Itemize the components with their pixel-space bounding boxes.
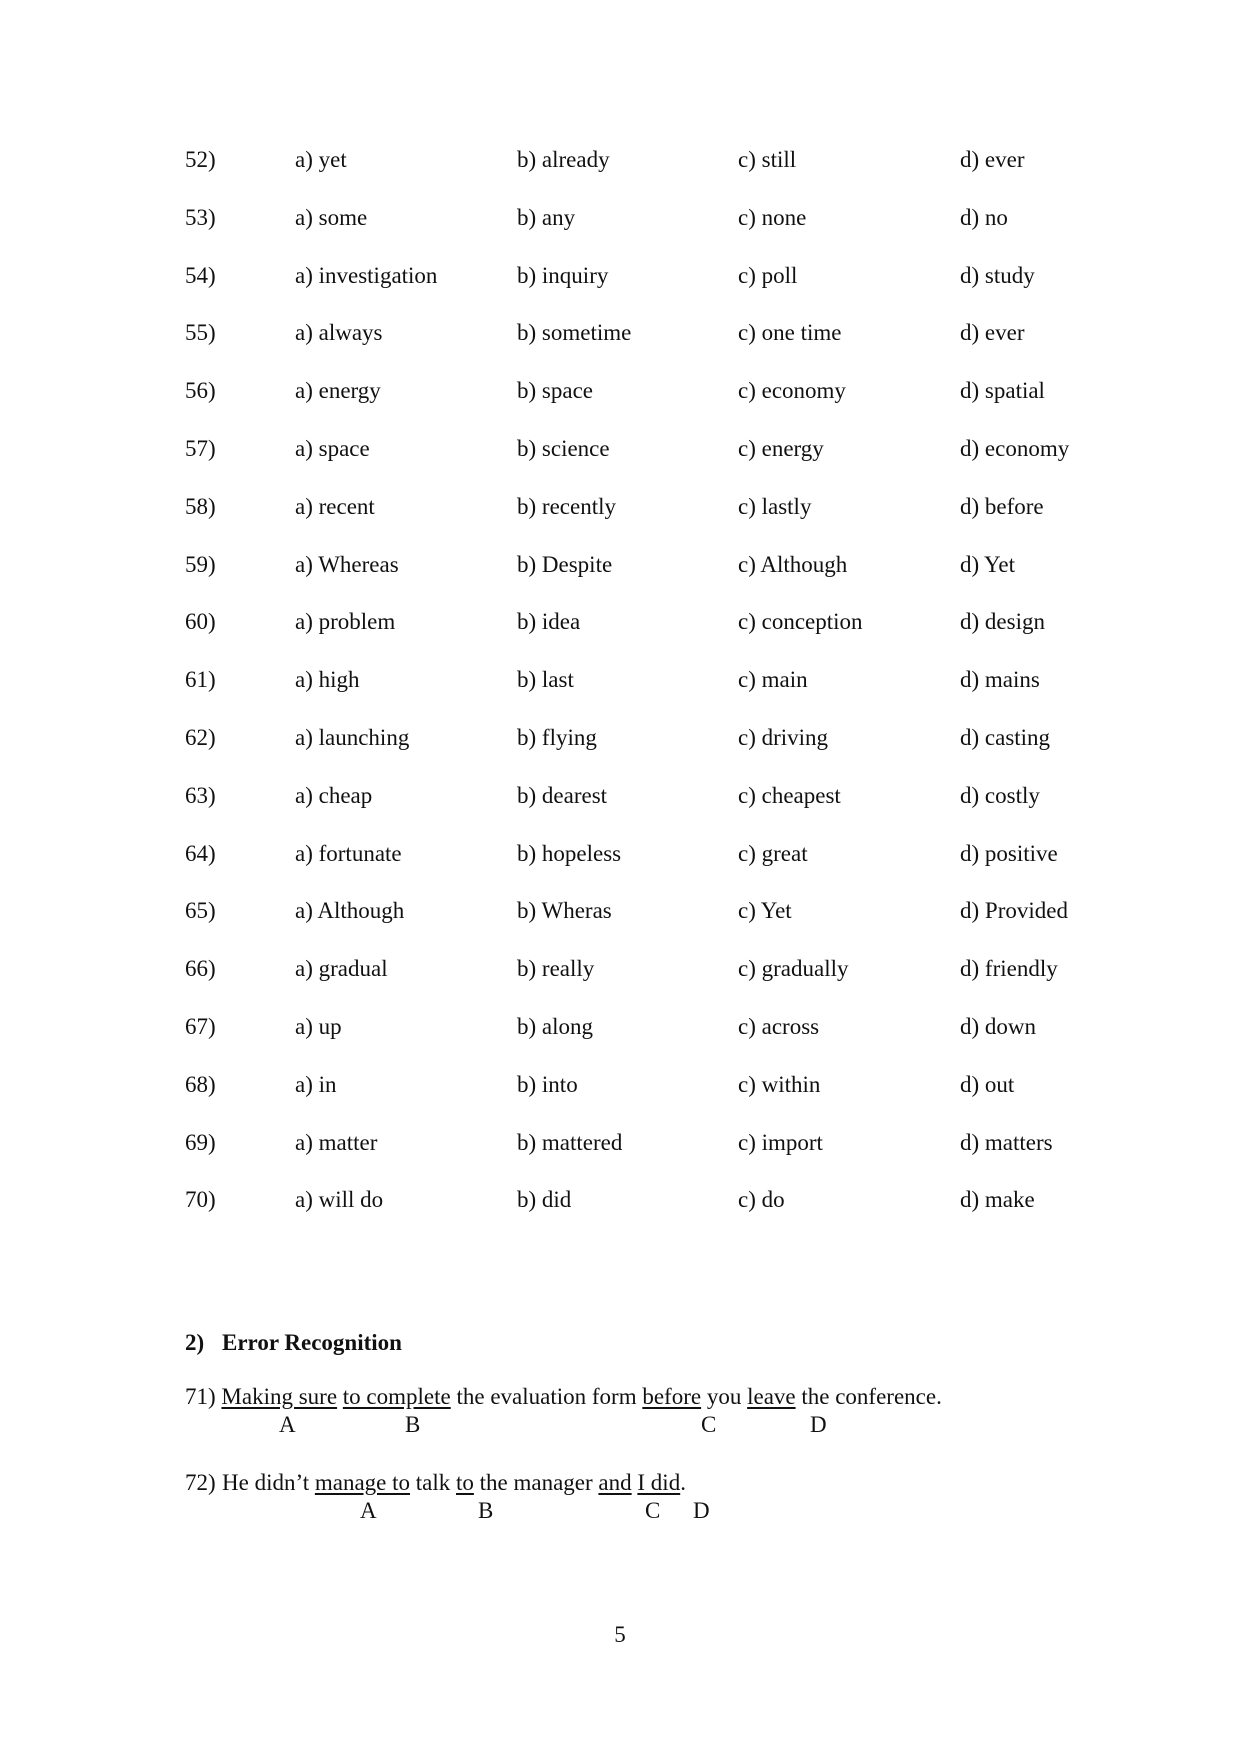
option-d: d) mains [960, 667, 1040, 693]
option-b: b) Despite [517, 551, 613, 577]
option-c: c) none [738, 204, 807, 230]
sentence-text: the conference. [801, 1384, 942, 1409]
option-b: b) already [517, 147, 610, 172]
question-number: 70) [185, 1187, 216, 1213]
option-d: d) casting [960, 725, 1051, 750]
option-c: c) within [738, 1071, 821, 1097]
question-row [0, 313, 1240, 353]
underlined-part-c: before [642, 1384, 702, 1409]
question-row [0, 371, 1240, 411]
option-d: d) friendly [960, 956, 1058, 982]
option-a: a) space [295, 436, 370, 461]
question-row [0, 949, 1240, 989]
question-number: 55) [185, 320, 216, 346]
option-b: b) really [517, 956, 595, 982]
option-b: b) hopeless [517, 840, 622, 866]
option-b: b) along [517, 1014, 594, 1039]
option-a: a) high [295, 667, 360, 693]
option-d: d) matters [960, 1129, 1053, 1155]
question-number: 69) [185, 1129, 216, 1155]
option-c: c) poll [738, 262, 798, 288]
question-row [0, 1065, 1240, 1105]
question-row [0, 1123, 1240, 1163]
option-d: d) ever [960, 320, 1025, 346]
question-row [0, 256, 1240, 296]
question-number: 58) [185, 493, 216, 519]
letter-d: D [693, 1498, 710, 1523]
question-number: 71) [185, 1384, 216, 1409]
option-b: b) sometime [517, 320, 632, 346]
option-d: d) Yet [960, 551, 1015, 577]
option-b: b) recently [517, 493, 616, 519]
question-number: 52) [185, 147, 216, 172]
question-row [0, 834, 1240, 874]
question-number: 64) [185, 840, 216, 866]
question-number: 56) [185, 378, 216, 404]
section-heading [185, 1330, 402, 1356]
option-b: b) last [517, 667, 574, 693]
option-a: a) investigation [295, 262, 438, 288]
underlined-part-a: manage to [314, 1470, 410, 1495]
letter-a: A [360, 1498, 377, 1523]
question-number: 67) [185, 1014, 216, 1039]
option-b: b) did [517, 1187, 572, 1213]
underlined-part-b: to [456, 1470, 474, 1495]
question-number: 65) [185, 898, 216, 924]
option-b: b) Wheras [517, 898, 612, 924]
error-question-71 [185, 1383, 942, 1439]
option-a: a) gradual [295, 956, 388, 982]
question-row [0, 545, 1240, 585]
option-c: c) cheapest [738, 782, 841, 808]
option-c: c) great [738, 840, 808, 866]
option-a: a) always [295, 320, 383, 346]
question-row [0, 776, 1240, 816]
option-a: a) up [295, 1014, 342, 1039]
option-d: d) economy [960, 436, 1070, 461]
option-b: b) science [517, 436, 610, 461]
option-c: c) gradually [738, 956, 849, 982]
question-number: 72) [185, 1470, 216, 1495]
question-row [0, 140, 1240, 180]
sentence-text: you [706, 1384, 742, 1409]
option-d: d) before [960, 493, 1044, 519]
underlined-part-d: leave [747, 1384, 796, 1409]
letter-d: D [810, 1412, 827, 1437]
question-row [0, 660, 1240, 700]
option-a: a) in [295, 1071, 337, 1097]
question-number: 68) [185, 1071, 216, 1097]
option-c: c) one time [738, 320, 842, 346]
option-d: d) out [960, 1071, 1015, 1097]
sentence-text: the evaluation form [456, 1384, 637, 1409]
underlined-part-d: I did [637, 1470, 681, 1495]
question-row [0, 198, 1240, 238]
question-row [0, 602, 1240, 642]
option-d: d) design [960, 609, 1045, 635]
option-c: c) Yet [738, 898, 792, 924]
option-a: a) fortunate [295, 840, 402, 866]
option-a: a) yet [295, 147, 347, 172]
question-row [0, 718, 1240, 758]
option-letters [185, 1497, 710, 1525]
question-row [0, 1180, 1240, 1220]
underlined-part-b: to complete [342, 1384, 451, 1409]
section-number: 2) [185, 1330, 205, 1355]
option-b: b) space [517, 378, 593, 404]
option-c: c) economy [738, 378, 846, 404]
option-c: c) Although [738, 551, 848, 577]
underlined-part-a: Making sure [221, 1384, 338, 1409]
question-number: 59) [185, 551, 216, 577]
option-a: a) will do [295, 1187, 384, 1213]
option-b: b) mattered [517, 1129, 623, 1155]
option-a: a) recent [295, 493, 375, 519]
question-row [0, 891, 1240, 931]
letter-b: B [405, 1412, 421, 1437]
option-b: b) any [517, 204, 576, 230]
option-c: c) across [738, 1014, 820, 1039]
sentence-text: talk [415, 1470, 451, 1495]
question-number: 62) [185, 725, 216, 750]
letter-c: C [645, 1498, 661, 1523]
letter-b: B [478, 1498, 494, 1523]
option-a: a) Whereas [295, 551, 399, 577]
question-row [0, 429, 1240, 469]
option-d: d) positive [960, 840, 1058, 866]
option-d: d) ever [960, 147, 1025, 172]
option-a: a) problem [295, 609, 396, 635]
sentence-text: . [680, 1470, 686, 1495]
option-a: a) launching [295, 725, 410, 750]
option-c: c) do [738, 1187, 785, 1213]
sentence-text: the manager [479, 1470, 593, 1495]
option-d: d) down [960, 1014, 1037, 1039]
option-d: d) no [960, 204, 1008, 230]
letter-a: A [279, 1412, 296, 1437]
option-d: d) study [960, 262, 1035, 288]
letter-c: C [701, 1412, 717, 1437]
question-number: 66) [185, 956, 216, 982]
option-a: a) cheap [295, 782, 373, 808]
option-d: d) Provided [960, 898, 1068, 924]
question-row [0, 487, 1240, 527]
option-a: a) Although [295, 898, 405, 924]
option-b: b) into [517, 1071, 578, 1097]
option-c: c) lastly [738, 493, 812, 519]
option-b: b) idea [517, 609, 581, 635]
question-number: 63) [185, 782, 216, 808]
question-number: 61) [185, 667, 216, 693]
question-number: 60) [185, 609, 216, 635]
underlined-part-c: and [598, 1470, 632, 1495]
question-row [0, 1007, 1240, 1047]
option-a: a) energy [295, 378, 381, 404]
option-c: c) main [738, 667, 808, 693]
page-number: 5 [614, 1622, 626, 1647]
question-number: 54) [185, 262, 216, 288]
option-c: c) driving [738, 725, 829, 750]
option-c: c) energy [738, 436, 824, 461]
error-sentence [185, 1469, 686, 1497]
option-a: a) some [295, 204, 368, 230]
question-number: 57) [185, 436, 216, 461]
question-number: 53) [185, 204, 216, 230]
option-d: d) make [960, 1187, 1035, 1213]
option-c: c) conception [738, 609, 863, 635]
option-d: d) costly [960, 782, 1040, 808]
option-b: b) dearest [517, 782, 608, 808]
option-d: d) spatial [960, 378, 1045, 404]
error-sentence [185, 1383, 942, 1411]
section-title: Error Recognition [222, 1330, 402, 1355]
sentence-text: He didn’t [222, 1470, 310, 1495]
option-b: b) inquiry [517, 262, 609, 288]
error-question-72 [185, 1469, 710, 1525]
option-c: c) import [738, 1129, 823, 1155]
option-b: b) flying [517, 725, 597, 750]
option-c: c) still [738, 147, 797, 172]
option-a: a) matter [295, 1129, 378, 1155]
option-letters [185, 1411, 942, 1439]
